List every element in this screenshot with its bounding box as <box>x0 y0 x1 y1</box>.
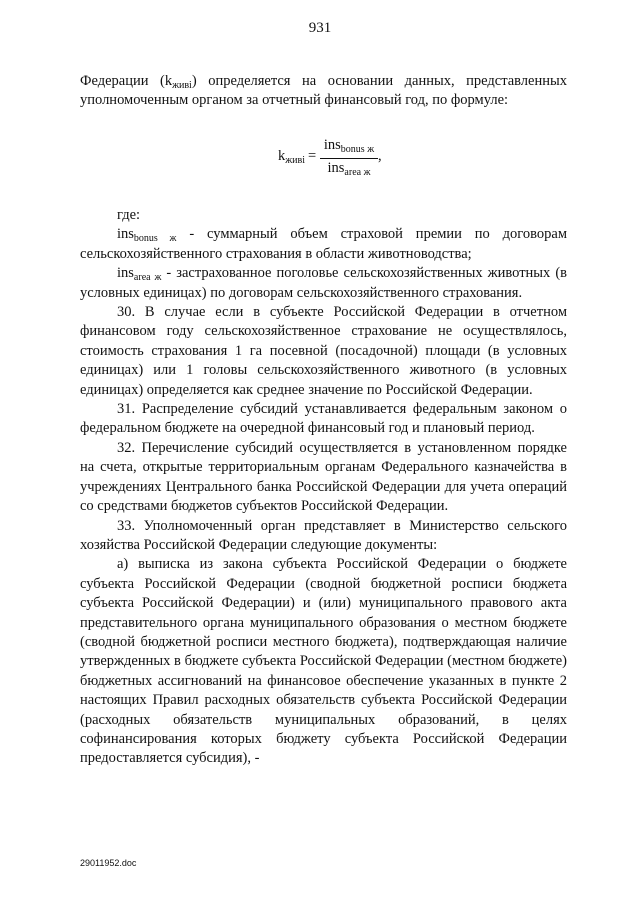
paragraph-30: 30. В случае если в субъекте Российской Федерации в отчетном финансовом году сельскохозяйственное страхование не осуществлялось, стоимость страхования 1 га посевной (посадочной) площади (в условных единицах) или 1 головы сельскохозяйственного животного (в условных единицах) определяется как среднее значение по Российской Федерации. <box>80 304 567 398</box>
formula-equals: = <box>308 148 317 164</box>
formula-lhs-sub: живi <box>285 155 306 166</box>
definition-area <box>80 264 567 303</box>
formula-den-sub: area ж <box>344 167 371 178</box>
formula-num-base: ins <box>323 137 341 153</box>
intro-subscript: живi <box>172 80 192 91</box>
paragraph-32: 32. Перечисление субсидий осуществляется в установленном порядке на счета, открытые территориальным органам Федерального казначейства в учреждениях Центрального банка Российской Федерации для учета операций со средствами бюджетов субъектов Российской Федерации. <box>80 439 567 515</box>
formula-num-sub: bonus ж <box>340 144 375 155</box>
page-number: 931 <box>308 20 332 36</box>
intro-paragraph <box>80 72 567 111</box>
def-bonus-text: - суммарный объем страховой премии по договорам сельскохозяйственного страхования в области животноводства; <box>80 226 567 262</box>
formula-lhs <box>278 148 305 165</box>
def-area-base: ins <box>117 265 134 282</box>
where-label: где: <box>117 207 141 223</box>
def-bonus-sub: bonus ж <box>133 233 177 245</box>
paragraph-33a: а) выписка из закона субъекта Российской Федерации о бюджете субъекта Российской Федерации (сводной бюджетной росписи бюджета субъекта Российской Федерации) и (или) муниципального правового акта представительного органа муниципального образования о местном бюджете (сводной бюджетной росписи местного бюджета), подтверждающая наличие утвержденных в бюджете субъекта Российской Федерации (местном бюджете) бюджетных ассигнований на финансовое обеспечение указанных в пункте 2 настоящих Правил расходных обязательств субъекта Российской Федерации (расходных обязательств муниципальных образований, в целях софинансирования которых бюджету субъекта Российской Федерации предоставляется субсидия), - <box>80 556 567 767</box>
def-area-text: - застрахованное поголовье сельскохозяйственных животных (в условных единицах) по договорам сельскохозяйственного страхования. <box>80 265 567 301</box>
definition-bonus <box>80 225 567 264</box>
footer-filename: 29011952.doc <box>80 858 137 868</box>
formula-comma: , <box>378 148 382 164</box>
def-area-sub: area ж <box>133 272 162 284</box>
formula-denominator <box>320 160 378 177</box>
def-bonus-base: ins <box>117 226 134 243</box>
formula <box>0 137 640 179</box>
formula-den-base: ins <box>327 160 345 176</box>
paragraph-31: 31. Распределение субсидий устанавливается федеральным законом о федеральном бюджете на очередной финансовый год и плановый период. <box>80 401 567 437</box>
body-text <box>80 206 567 769</box>
paragraph-33: 33. Уполномоченный орган представляет в Министерство сельского хозяйства Российской Федерации следующие документы: <box>80 517 567 553</box>
intro-text-rest: ) определяется на основании данных, представленных уполномоченным органом за отчетный финансовый год, по формуле: <box>80 73 567 109</box>
formula-lhs-base: k <box>278 148 286 164</box>
formula-numerator <box>320 137 378 157</box>
intro-text-start: Федерации (k <box>80 73 173 89</box>
fraction-bar <box>320 158 378 159</box>
formula-fraction <box>320 137 378 177</box>
